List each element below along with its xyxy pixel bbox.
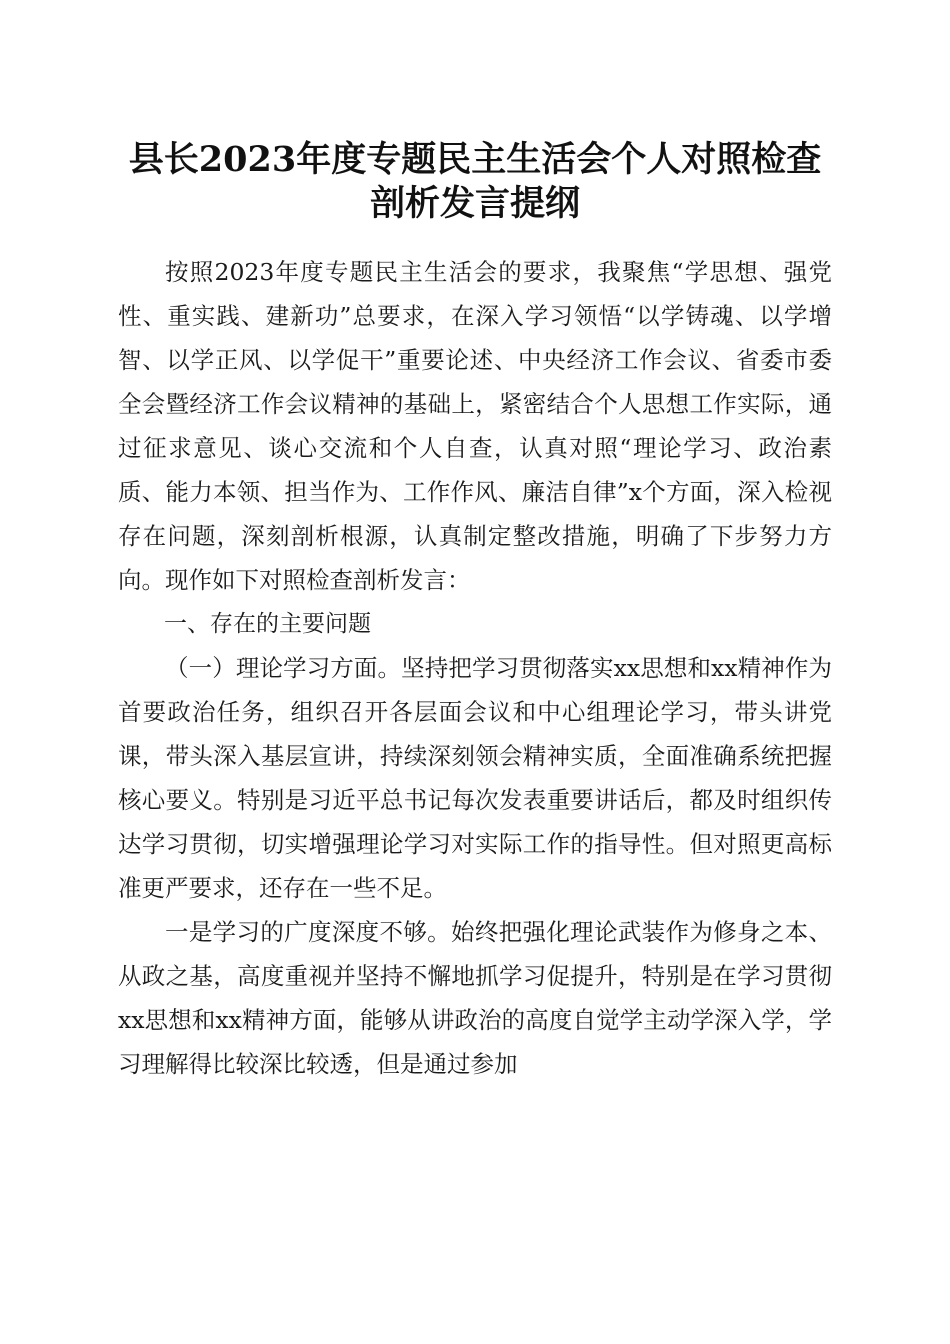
subsection-theory-study <box>118 646 832 910</box>
point-study-depth-text: 始终把强化理论武装作为修身之本、从政之基，高度重视并坚持不懈地抓学习促提升，特别是在学习贯彻xx思想和xx精神方面，能够从讲政治的高度自觉学主动学深入学，学习理解得比较深比较透，但是通过参加 <box>118 918 832 1078</box>
title-line-1: 县长2023年度专题民主生活会个人对照检查 <box>128 139 822 180</box>
document-body <box>118 250 832 1086</box>
subsection-theory-study-text: 坚持把学习贯彻落实xx思想和xx精神作为首要政治任务，组织召开各层面会议和中心组理论学习，带头讲党课，带头深入基层宣讲，持续深刻领会精神实质，全面准确系统把握核心要义。特别是习近平总书记每次发表重要讲话后，都及时组织传达学习贯彻，切实增强理论学习对实际工作的指导性。但对照更高标准更严要求，还存在一些不足。 <box>118 654 833 902</box>
point-study-depth-lead: 一是学习的广度深度不够。 <box>165 918 451 946</box>
document-title <box>100 138 850 226</box>
section-heading-problems: 一、存在的主要问题 <box>164 611 371 637</box>
point-study-depth <box>118 910 832 1086</box>
title-line-2: 剖析发言提纲 <box>369 183 580 224</box>
intro-paragraph: 按照2023年度专题民主生活会的要求，我聚焦“学思想、强党性、重实践、建新功”总要求，在深入学习领悟“以学铸魂、以学增智、以学正风、以学促干”重要论述、中央经济工作会议、省委市委全会暨经济工作会议精神的基础上，紧密结合个人思想工作实际，通过征求意见、谈心交流和个人自查，认真对照“理论学习、政治素质、能力本领、担当作为、工作作风、廉洁自律”x个方面，深入检视存在问题，深刻剖析根源，认真制定整改措施，明确了下步努力方向。现作如下对照检查剖析发言： <box>118 258 832 594</box>
subsection-theory-study-lead: （一）理论学习方面。 <box>165 654 402 682</box>
